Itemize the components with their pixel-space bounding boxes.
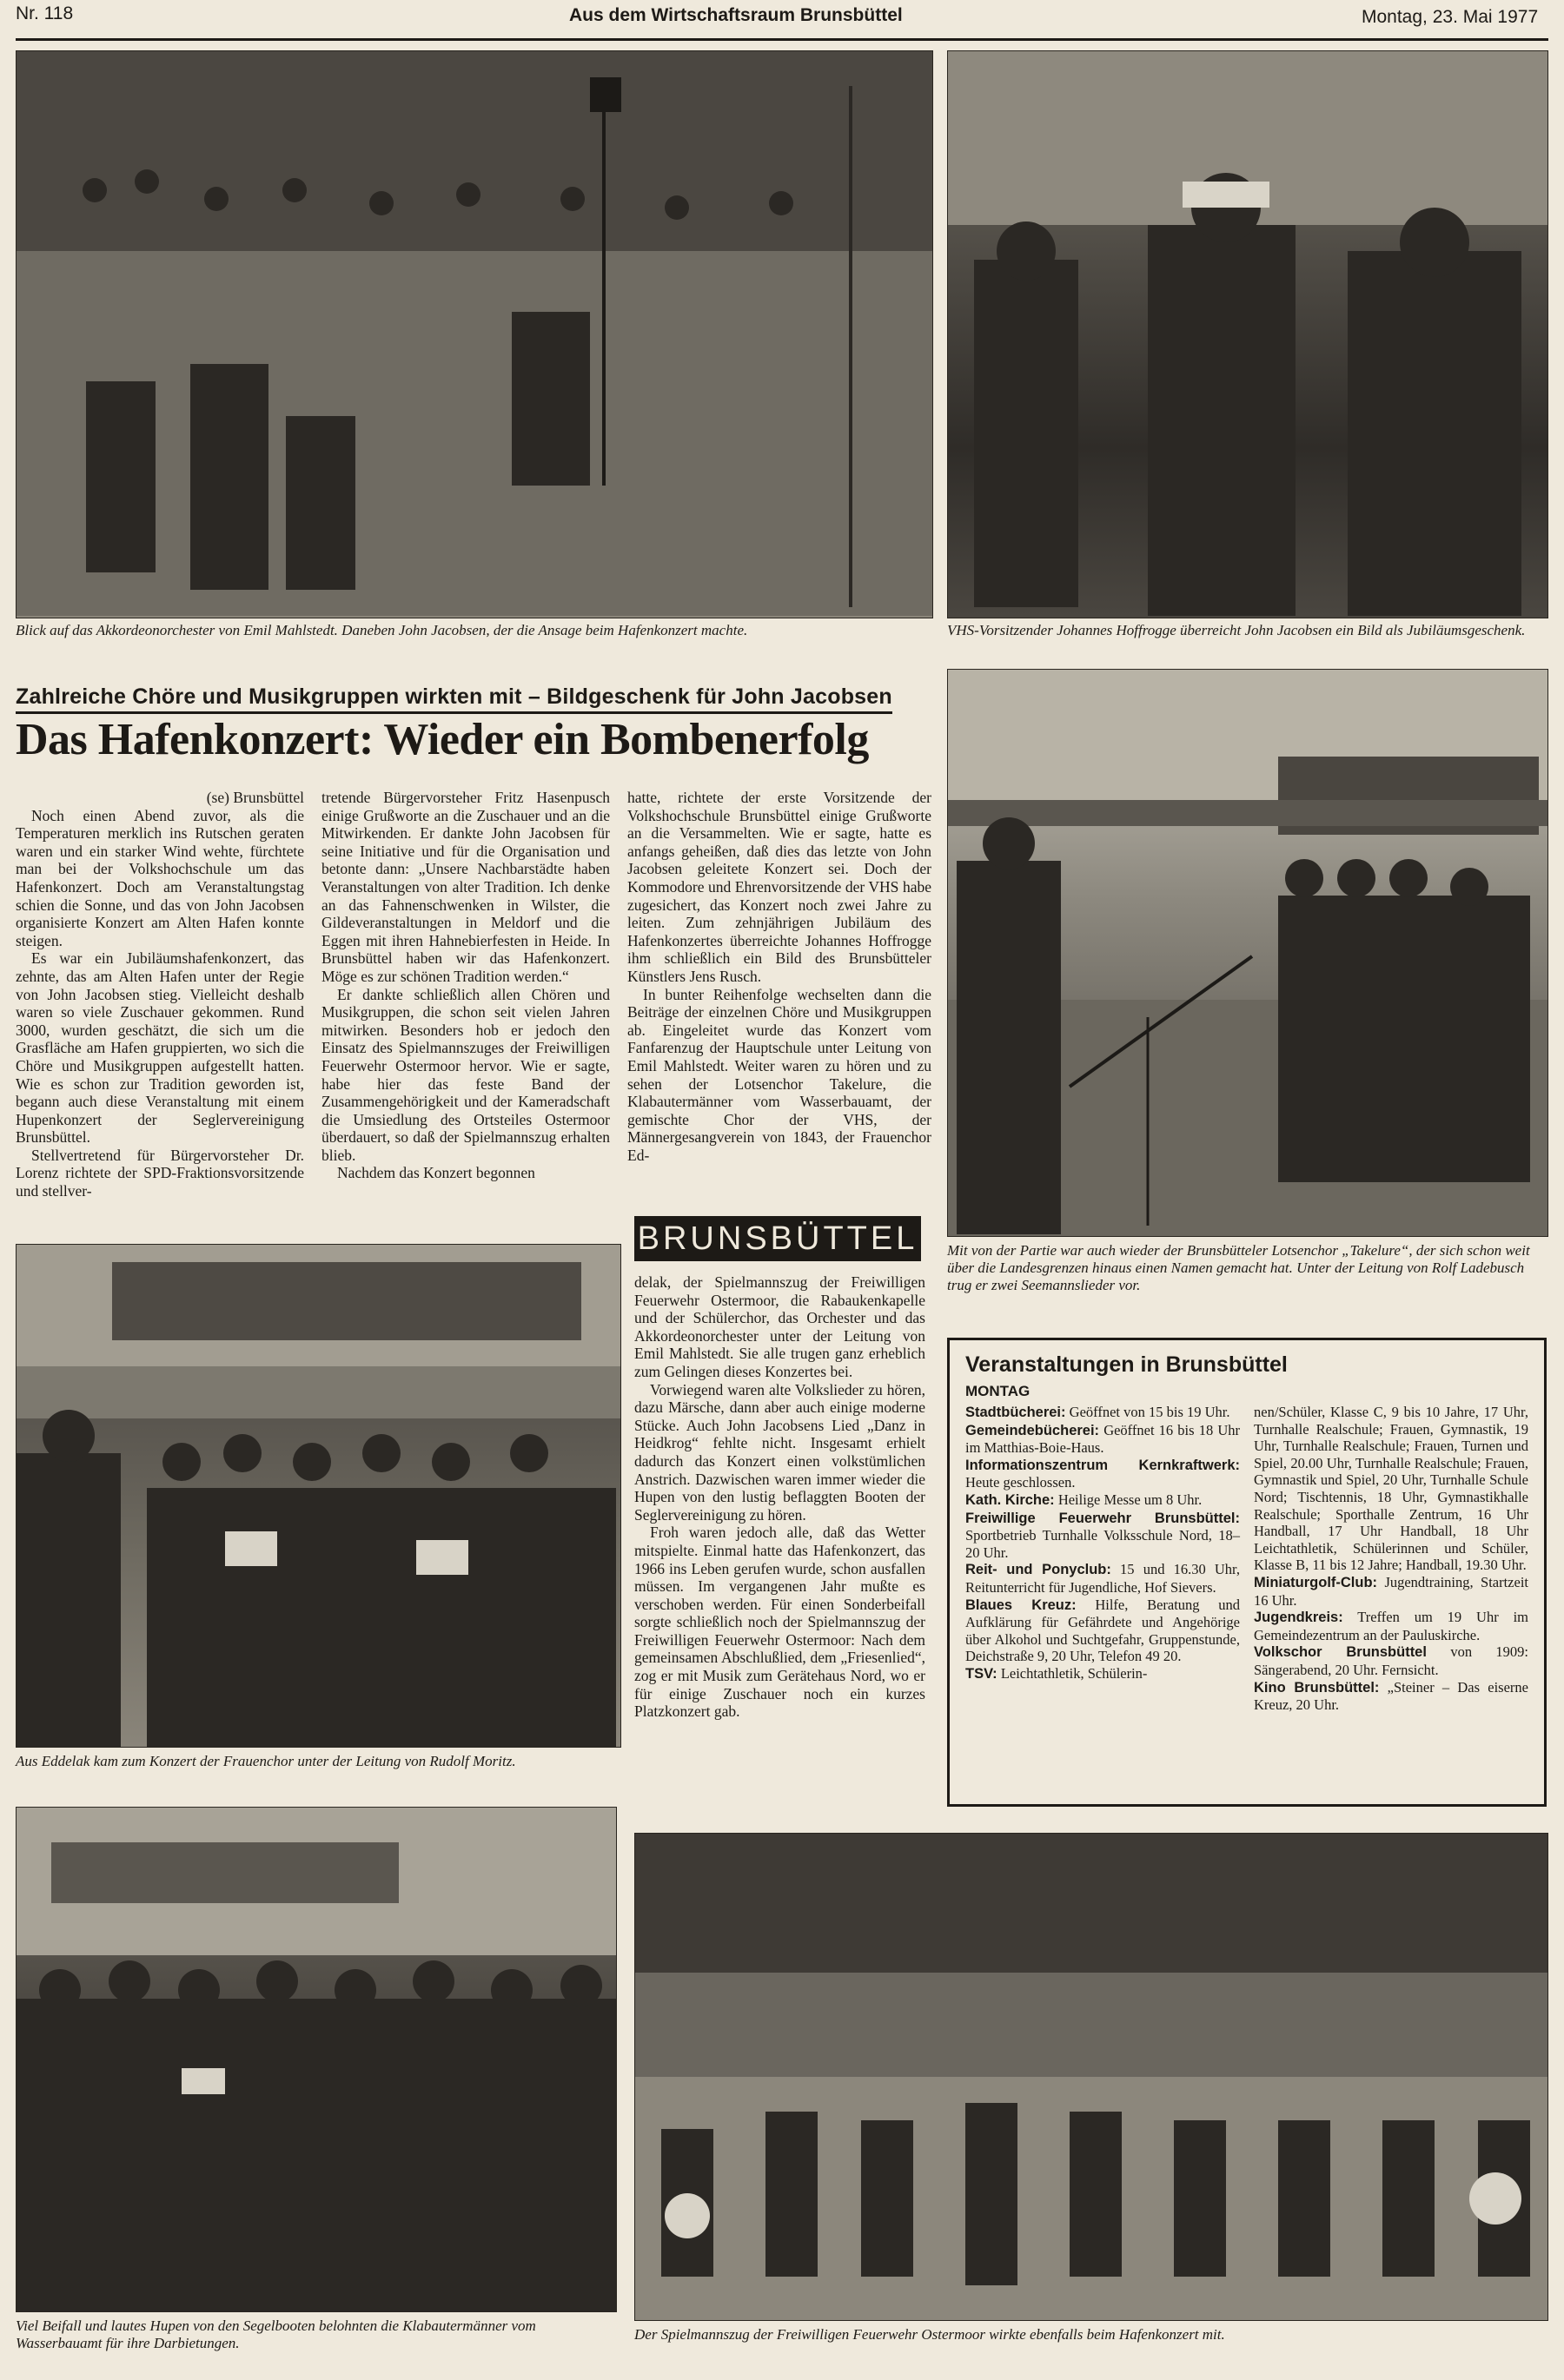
caption-gift-presentation: VHS-Vorsitzender Johannes Hoffrogge überreicht John Jacobsen ein Bild als Jubiläumsgeschenk. — [947, 622, 1526, 638]
event-entry: Reit- und Ponyclub: 15 und 16.30 Uhr, Reitunterricht für Jugendliche, Hof Sievers. — [965, 1561, 1241, 1596]
event-entry: Miniaturgolf-Club: Jugendtraining, Startzeit 16 Uhr. — [1254, 1573, 1528, 1609]
event-entry: TSV: Leichtathletik, Schülerin- — [965, 1664, 1148, 1682]
article-column-4 — [634, 1273, 925, 1721]
events-box — [947, 1338, 1547, 1807]
caption-spielmannszug: Der Spielmannszug der Freiwilligen Feuerwehr Ostermoor wirkte ebenfalls beim Hafenkonzert mit. — [634, 2326, 1225, 2343]
events-column-right — [1254, 1404, 1528, 1714]
event-entry: Volkschor Brunsbüttel von 1909: Sängerabend, 20 Uhr. Fernsicht. — [1254, 1643, 1529, 1678]
event-entry: Freiwillige Feuerwehr Brunsbüttel: Sportbetrieb Turnhalle Volksschule Nord, 18–20 Uhr. — [965, 1510, 1240, 1561]
article-paragraph: Noch einen Abend zuvor, als die Temperaturen merklich ins Rutschen geraten waren und ein starker Wind wehte, fürchtete man bei der Volkshochschule um das Hafenkonzert. Doch am Veranstaltungstag schien die Sonne, und das von John Jacobsen organisierte Konzert am Alten Hafen konnte steigen. — [16, 806, 304, 949]
article-column-1 — [16, 789, 304, 1200]
caption-lotsenchor: Mit von der Partie war auch wieder der Brunsbütteler Lotsenchor „Takelure“, der sich schon weit über die Landesgrenzen hinaus einen Namen gemacht hat. Unter der Leitung von Rolf Ladebusch trug er zwei Seemannslieder vor. — [947, 1242, 1530, 1293]
events-day: MONTAG — [965, 1383, 1031, 1399]
photo-spielmannszug — [634, 1833, 1548, 2321]
event-entry: Jugendkreis: Treffen um 19 Uhr im Gemeindezentrum an der Pauluskirche. — [1254, 1609, 1529, 1643]
event-entry: Informationszentrum Kernkraftwerk: Heute geschlossen. — [965, 1457, 1240, 1491]
article-headline: Das Hafenkonzert: Wieder ein Bombenerfolg — [16, 715, 869, 764]
caption-accordion-orchestra: Blick auf das Akkordeonorchester von Emil Mahlstedt. Daneben John Jacobsen, der die Ansage beim Hafenkonzert machte. — [16, 622, 748, 638]
event-entry: Gemeindebücherei: Geöffnet 16 bis 18 Uhr im Matthias-Boie-Haus. — [965, 1421, 1240, 1457]
article-paragraph: Froh waren jedoch alle, daß das Wetter mitspielte. Einmal hatte das Hafenkonzert, das 1966 ins Leben gerufen wurde, schon ausfallen müssen. Im vergangenen Jahr mußte es verschoben werden. Für einen Sonderbeifall sorgte schließlich noch der Spielmannszug der Freiwilligen Feuerwehr Ostermoor: Nach dem gemeinsamen Abschlußlied, dem „Friesenlied“, zog er mit Musik zum Gerätehaus Nord, wo er für einige Zuschauer noch ein kurzes Platzkonzert gab. — [634, 1524, 925, 1721]
article-paragraph: In bunter Reihenfolge wechselten dann die Beiträge der einzelnen Chöre und Musikgruppen ab. Eingeleitet wurde das Konzert vom Fanfarenzug der Hauptschule unter Leitung von Emil Mahlstedt. Weiter waren zu hören und zu sehen der Lotsenchor Takelure, die Klabautermänner vom Wasserbauamt, der gemischte Chor der VHS, der Männergesangverein von 1843, der Frauenchor Ed- — [627, 985, 931, 1164]
brunsbuettel-logo: BRUNSBÜTTEL — [634, 1216, 921, 1261]
article-paragraph: Vorwiegend waren alte Volkslieder zu hören, dazu Märsche, dann aber auch einige moderne Stücke. Auch John Jacobsens Lied „Danz in Heidkrog“ fehlte nicht. Insgesamt erhielt dadurch das Konzert einen volkstümlichen Anstrich. Dazwischen waren immer wieder die Hupen von den lustig beflaggten Booten der Seglervereinigung zu hören. — [634, 1380, 925, 1524]
event-entry: Kino Brunsbüttel: „Steiner – Das eiserne Kreuz, 20 Uhr. — [1254, 1678, 1528, 1714]
photo-lotsenchor — [947, 669, 1548, 1237]
issue-date: Montag, 23. Mai 1977 — [1362, 7, 1539, 27]
photo-klabautermaenner — [16, 1807, 617, 2312]
photo-frauenchor — [16, 1244, 621, 1748]
article-paragraph: Stellvertretend für Bürgervorsteher Dr. Lorenz richtete der SPD-Fraktionsvorsitzende und stellver- — [16, 1146, 304, 1200]
article-dateline: (se) Brunsbüttel — [206, 789, 304, 806]
event-entry: Kath. Kirche: Heilige Messe um 8 Uhr. — [965, 1491, 1203, 1508]
photo-gift-presentation — [947, 50, 1548, 618]
article-paragraph: Nachdem das Konzert begonnen — [337, 1164, 535, 1182]
article-paragraph: tretende Bürgervorsteher Fritz Hasenpusch einige Grußworte an die Zuschauer und an die Mitwirkenden. Er dankte John Jacobsen für seine Initiative und für die Organisation und betonte dann: „Unsere Nachbarstädte haben Veranstaltungen von alter Tradition. Ich denke an das Fahnenschwenken in Wilster, die Gildeveranstaltungen in Meldorf und die Eggen mit ihren Hahnebierfesten in Heide. In Brunsbüttel haben wir das Hafenkonzert. Möge es zur schönen Tradition werden.“ — [321, 789, 610, 985]
article-paragraph: hatte, richtete der erste Vorsitzende der Volkshochschule Brunsbüttel einige Grußworte an die Versammelten. Wie er sagte, hatte es anfangs geheißen, daß dies das letzte von John Jacobsen geleitete Konzert sei. Doch der Kommodore und Ehrenvorsitzende der VHS habe zugesichert, das Konzert noch zwei Jahre zu leiten. Zum zehnjährigen Jubiläum des Hafenkonzertes überreichte Johannes Hoffrogge ihm schließlich ein Bild des Brunsbütteler Künstlers Jens Rusch. — [627, 789, 931, 985]
article-paragraph: Es war ein Jubiläumshafenkonzert, das zehnte, das am Alten Hafen unter der Regie von John Jacobsen stieg. Vielleicht deshalb waren so viele Zuschauer gekommen. Rund 3000, wurden geschätzt, die sich um die Grasfläche am Hafen gruppierten, wo sich die Chöre und Musikgruppen aufgestellt hatten. Wie es schon zur Tradition geworden ist, begann auch diese Veranstaltung mit einem Hupenkonzert der Seglervereinigung Brunsbüttel. — [16, 949, 304, 1147]
event-entry: Stadtbücherei: Geöffnet von 15 bis 19 Uhr. — [965, 1404, 1230, 1420]
events-column-left — [965, 1404, 1240, 1714]
events-title: Veranstaltungen in Brunsbüttel — [965, 1352, 1288, 1377]
article-paragraph: delak, der Spielmannszug der Freiwilligen Feuerwehr Ostermoor, die Rabaukenkapelle und der Schülerchor, das Orchester und das Akkordeonorchester unter der Leitung von Emil Mahlstedt. Sie alle trugen ganz erheblich zum Gelingen dieses Konzertes bei. — [634, 1273, 925, 1380]
caption-klabautermaenner: Viel Beifall und lautes Hupen von den Segelbooten belohnten die Klabautermänner vom Wasserbauamt für ihre Darbietungen. — [16, 2317, 536, 2351]
event-entry: Blaues Kreuz: Hilfe, Beratung und Aufklärung für Gefährdete und Angehörige über Alkohol und Suchtgefahr, Gruppenstunde, Deichstraße 9, 20 Uhr, Telefon 49 20. — [965, 1596, 1241, 1665]
event-entry: nen/Schüler, Klasse C, 9 bis 10 Jahre, 17 Uhr, Turnhalle Realschule; Frauen, Gymnastik, 19 Uhr, Turnhalle Realschule; Frauen, Turnen und Spiel, 20.00 Uhr, Turnhalle Realschule; Frauen, Gymnastik und Spiel, 20 Uhr, Turnhalle Schule Nord; Tischtennis, 18 Uhr, Gymnastikhalle Realschule; Sporthalle Zentrum, 16 Uhr Handball, 17 Uhr Handball, 18 Uhr Leichtathletik, Schülerinnen und Schüler, Klasse B, 11 bis 12 Jahre; Handball, 19.30 Uhr. — [1254, 1404, 1528, 1574]
photo-accordion-orchestra — [16, 50, 933, 618]
article-kicker: Zahlreiche Chöre und Musikgruppen wirkten mit – Bildgeschenk für John Jacobsen — [16, 684, 892, 714]
section-title: Aus dem Wirtschaftsraum Brunsbüttel — [569, 5, 903, 25]
header-rule — [16, 38, 1548, 41]
article-column-2 — [321, 789, 610, 1182]
caption-frauenchor: Aus Eddelak kam zum Konzert der Frauenchor unter der Leitung von Rudolf Moritz. — [16, 1753, 516, 1769]
article-column-3 — [627, 789, 931, 1164]
article-paragraph: Er dankte schließlich allen Chören und Musikgruppen, die schon seit vielen Jahren mitwirken. Besonders hob er jedoch den Einsatz des Spielmannszuges der Freiwilligen Feuerwehr Ostermoor hervor. Wie er sagte, habe hier das feste Band der Zusammengehörigkeit und der Kameradschaft die Umsiedlung des Ortsteiles Ostermoor überdauert, so daß der Spielmannszug erhalten blieb. — [321, 985, 610, 1164]
page-number: Nr. 118 — [16, 3, 74, 23]
